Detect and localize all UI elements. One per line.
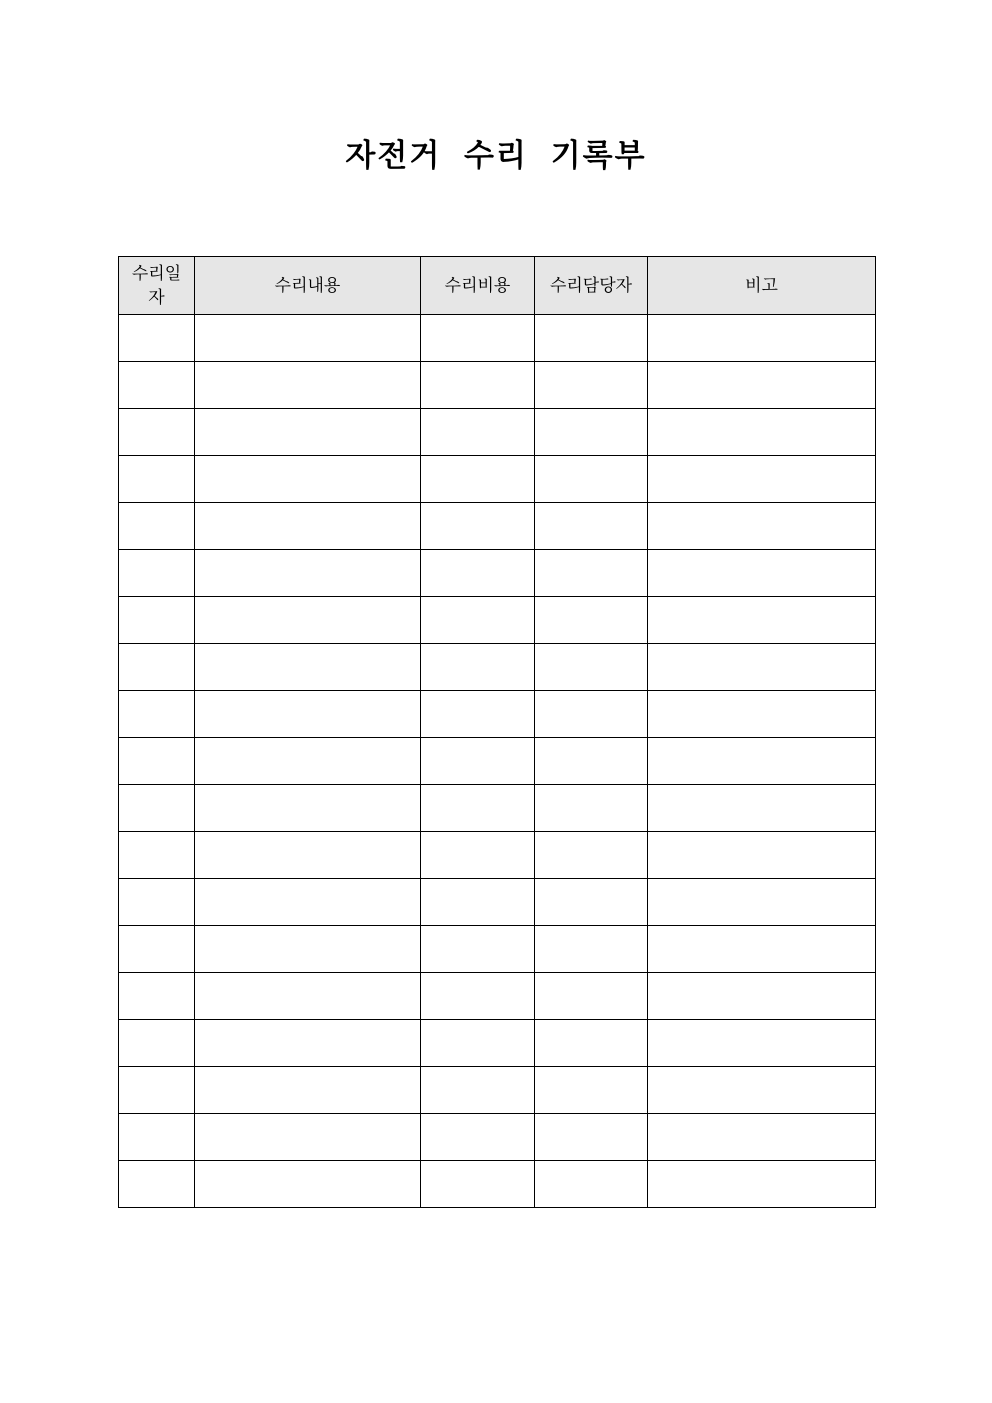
cell-note[interactable] [648,456,876,503]
cell-repair-content[interactable] [195,926,421,973]
cell-repair-date[interactable] [119,785,195,832]
cell-repair-manager[interactable] [535,315,648,362]
table-row [119,503,876,550]
cell-note[interactable] [648,973,876,1020]
cell-repair-date[interactable] [119,1161,195,1208]
cell-repair-date[interactable] [119,409,195,456]
table-row [119,879,876,926]
cell-repair-cost[interactable] [421,691,535,738]
cell-repair-content[interactable] [195,1020,421,1067]
table-row [119,785,876,832]
cell-repair-content[interactable] [195,879,421,926]
cell-repair-content[interactable] [195,644,421,691]
cell-repair-content[interactable] [195,691,421,738]
cell-repair-content[interactable] [195,1114,421,1161]
cell-repair-manager[interactable] [535,456,648,503]
cell-repair-content[interactable] [195,409,421,456]
table-header-row [119,257,876,315]
cell-note[interactable] [648,644,876,691]
cell-repair-manager[interactable] [535,1114,648,1161]
cell-note[interactable] [648,550,876,597]
table-row [119,456,876,503]
cell-repair-manager[interactable] [535,597,648,644]
cell-repair-manager[interactable] [535,644,648,691]
cell-repair-cost[interactable] [421,1114,535,1161]
cell-note[interactable] [648,1020,876,1067]
table-row [119,832,876,879]
cell-repair-content[interactable] [195,1161,421,1208]
table-row [119,644,876,691]
cell-repair-content[interactable] [195,1067,421,1114]
cell-repair-date[interactable] [119,1067,195,1114]
cell-note[interactable] [648,691,876,738]
cell-repair-cost[interactable] [421,926,535,973]
header-note: 비고 [648,257,876,315]
cell-repair-date[interactable] [119,832,195,879]
header-repair-content: 수리내용 [195,257,421,315]
cell-repair-manager[interactable] [535,973,648,1020]
cell-repair-date[interactable] [119,503,195,550]
header-repair-cost: 수리비용 [421,257,535,315]
cell-repair-cost[interactable] [421,597,535,644]
cell-repair-cost[interactable] [421,362,535,409]
page-title: 자전거 수리 기록부 [345,138,647,174]
cell-repair-date[interactable] [119,1114,195,1161]
cell-repair-date[interactable] [119,973,195,1020]
cell-repair-manager[interactable] [535,550,648,597]
cell-repair-manager[interactable] [535,832,648,879]
table-row [119,926,876,973]
cell-repair-content[interactable] [195,315,421,362]
cell-repair-cost[interactable] [421,973,535,1020]
cell-note[interactable] [648,1114,876,1161]
table-row [119,1114,876,1161]
cell-repair-date[interactable] [119,879,195,926]
cell-repair-content[interactable] [195,738,421,785]
cell-repair-cost[interactable] [421,879,535,926]
table-row [119,1161,876,1208]
cell-note[interactable] [648,315,876,362]
cell-note[interactable] [648,785,876,832]
table-row [119,597,876,644]
cell-repair-content[interactable] [195,973,421,1020]
cell-note[interactable] [648,832,876,879]
cell-repair-date[interactable] [119,1020,195,1067]
cell-repair-cost[interactable] [421,456,535,503]
cell-note[interactable] [648,362,876,409]
table-row [119,738,876,785]
cell-note[interactable] [648,1067,876,1114]
table-row [119,973,876,1020]
cell-note[interactable] [648,1161,876,1208]
table-row [119,691,876,738]
cell-repair-manager[interactable] [535,926,648,973]
cell-repair-cost[interactable] [421,503,535,550]
cell-repair-cost[interactable] [421,832,535,879]
cell-repair-date[interactable] [119,738,195,785]
cell-repair-cost[interactable] [421,1161,535,1208]
cell-repair-cost[interactable] [421,1067,535,1114]
cell-repair-date[interactable] [119,926,195,973]
cell-repair-content[interactable] [195,597,421,644]
cell-repair-date[interactable] [119,597,195,644]
cell-repair-content[interactable] [195,503,421,550]
header-repair-date: 수리일자 [119,257,195,315]
cell-repair-manager[interactable] [535,1161,648,1208]
cell-note[interactable] [648,409,876,456]
cell-repair-manager[interactable] [535,879,648,926]
cell-repair-cost[interactable] [421,409,535,456]
cell-note[interactable] [648,738,876,785]
cell-repair-date[interactable] [119,456,195,503]
cell-repair-manager[interactable] [535,503,648,550]
cell-repair-cost[interactable] [421,785,535,832]
header-repair-manager: 수리담당자 [535,257,648,315]
cell-repair-date[interactable] [119,691,195,738]
table-row [119,409,876,456]
cell-repair-manager[interactable] [535,409,648,456]
cell-note[interactable] [648,597,876,644]
cell-repair-manager[interactable] [535,691,648,738]
cell-repair-manager[interactable] [535,785,648,832]
table-row [119,362,876,409]
table-row [119,1020,876,1067]
cell-repair-cost[interactable] [421,550,535,597]
cell-repair-date[interactable] [119,362,195,409]
cell-repair-content[interactable] [195,832,421,879]
cell-repair-manager[interactable] [535,738,648,785]
repair-record-table [118,256,876,1208]
cell-repair-cost[interactable] [421,1020,535,1067]
cell-repair-content[interactable] [195,785,421,832]
cell-note[interactable] [648,926,876,973]
cell-repair-content[interactable] [195,362,421,409]
cell-repair-cost[interactable] [421,644,535,691]
cell-repair-manager[interactable] [535,1067,648,1114]
cell-repair-content[interactable] [195,550,421,597]
cell-repair-cost[interactable] [421,738,535,785]
cell-repair-cost[interactable] [421,315,535,362]
cell-repair-manager[interactable] [535,1020,648,1067]
table-row [119,550,876,597]
cell-repair-date[interactable] [119,315,195,362]
table-row [119,315,876,362]
cell-repair-manager[interactable] [535,362,648,409]
cell-note[interactable] [648,879,876,926]
table-body [119,315,876,1208]
cell-repair-date[interactable] [119,644,195,691]
cell-repair-content[interactable] [195,456,421,503]
cell-note[interactable] [648,503,876,550]
table-row [119,1067,876,1114]
cell-repair-date[interactable] [119,550,195,597]
